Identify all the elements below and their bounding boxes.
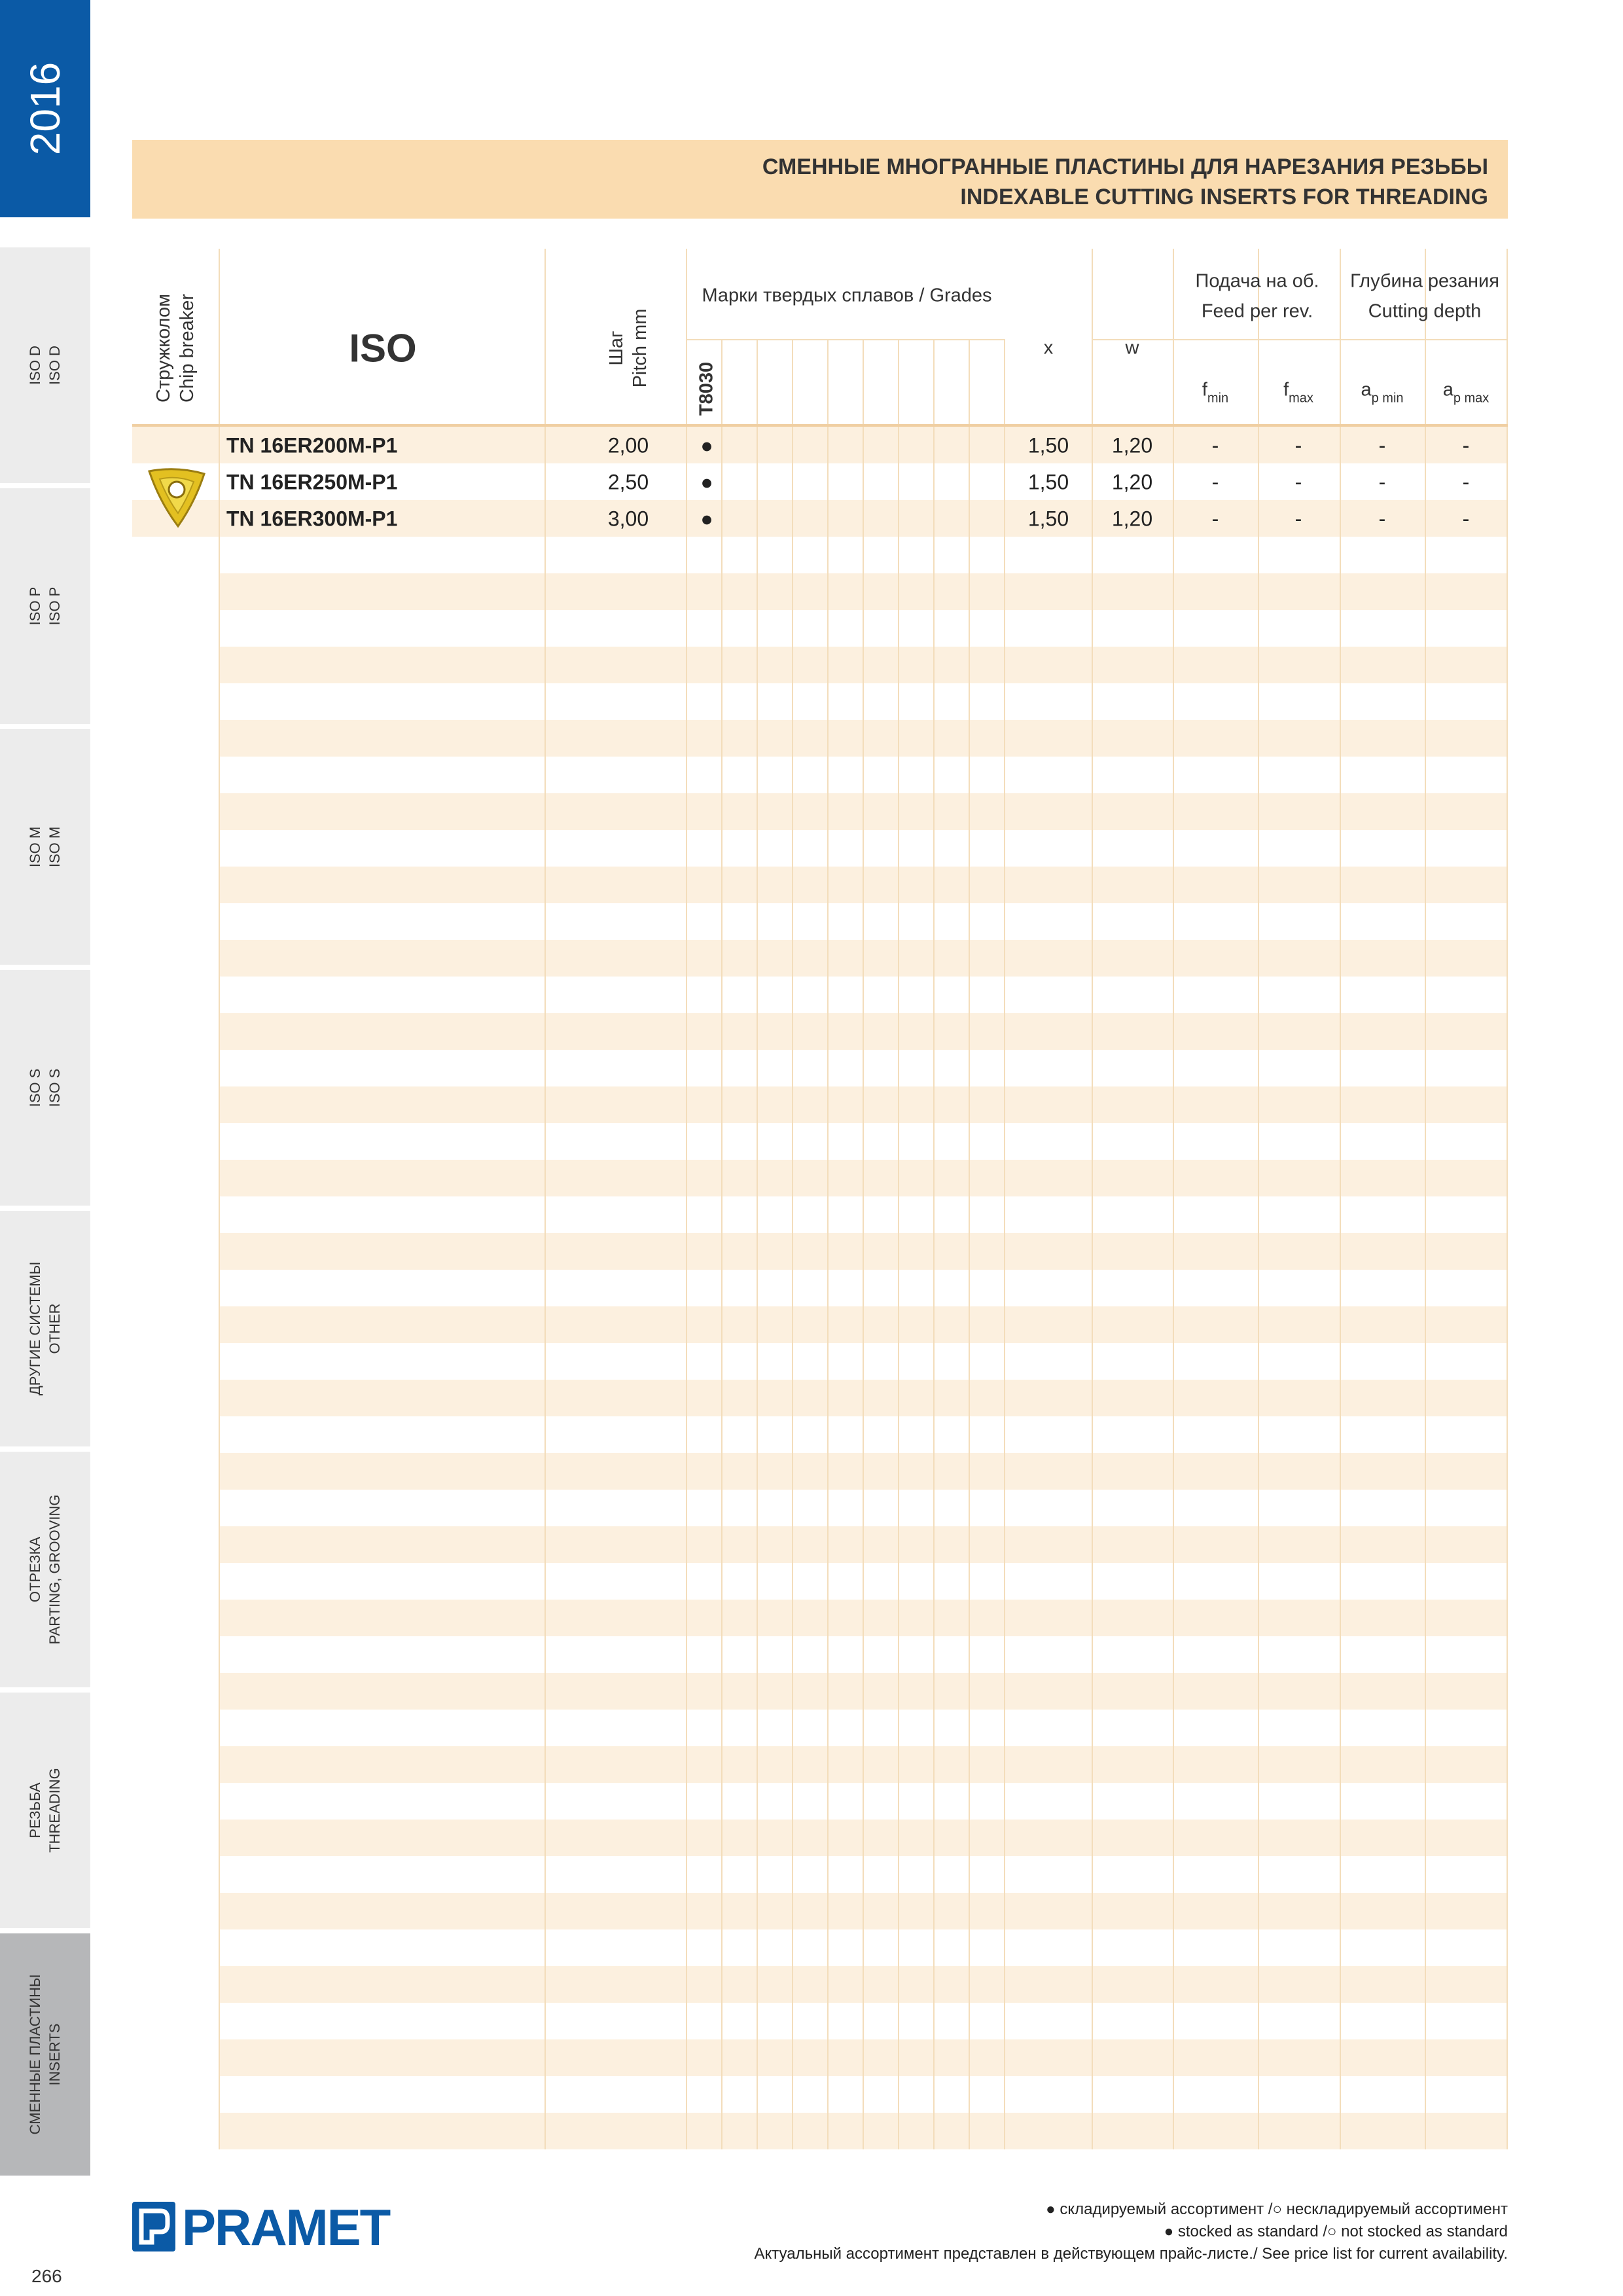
header-chip-breaker-ru: Стружколом: [153, 293, 174, 403]
grid-line: [686, 249, 687, 2149]
grid-line: [1092, 249, 1093, 2149]
cell-fmin: -: [1211, 433, 1219, 457]
sidebar-tab-sublabel: ISO P: [46, 586, 63, 626]
grid-line: [1340, 249, 1341, 2149]
header-depth-en: Cutting depth: [1368, 300, 1482, 322]
header-x: x: [1043, 337, 1054, 359]
grid-line: [792, 339, 793, 2149]
header-fmin-symbol: f: [1202, 379, 1207, 401]
page-number: 266: [31, 2266, 62, 2286]
cell-x: 1,50: [1027, 433, 1069, 457]
header-apmax-sub: p max: [1453, 391, 1489, 406]
cell-grade-t8030: ●: [700, 470, 713, 494]
cell-x: 1,50: [1027, 507, 1069, 531]
grid-line: [1258, 249, 1259, 2149]
sidebar-tab-label: РЕЗЬБА: [27, 1782, 43, 1839]
grid-line: [1092, 339, 1508, 340]
legend-note: Актуальный ассортимент представлен в действующем прайс-листе./ See price list for current availability.: [754, 2245, 1508, 2263]
logo-glyph-icon: [132, 2202, 175, 2251]
grid-line: [827, 339, 829, 2149]
sidebar-tab-sublabel: ISO S: [46, 1068, 63, 1107]
grid-line: [898, 339, 899, 2149]
cell-fmin: -: [1211, 507, 1219, 531]
cell-w: 1,20: [1111, 433, 1153, 457]
header-grade-t8030: T8030: [696, 361, 717, 416]
sidebar-tab-iso-p[interactable]: [0, 488, 90, 724]
header-pitch: [605, 309, 652, 388]
sidebar-tab-label: ISO P: [27, 586, 43, 626]
sidebar-tab-sublabel: PARTING, GROOVING: [46, 1494, 63, 1645]
inserts-table: [132, 249, 1508, 2176]
grid-line: [219, 249, 220, 2149]
cell-apmax: -: [1462, 470, 1470, 494]
sidebar-tab-label: СМЕННЫЕ ПЛАСТИНЫ: [27, 1974, 43, 2135]
cell-apmin: -: [1378, 470, 1386, 494]
sidebar-tab-inserts[interactable]: [0, 1933, 90, 2176]
header-fmin-sub: min: [1207, 391, 1229, 406]
cell-code: TN 16ER250M-P1: [226, 470, 398, 494]
header-fmin: [1202, 380, 1228, 406]
cell-fmax: -: [1294, 433, 1302, 457]
header-apmax: [1443, 380, 1489, 406]
header-pitch-en: Pitch mm: [630, 308, 651, 388]
cell-pitch: 3,00: [607, 507, 649, 531]
grid-line: [969, 339, 970, 2149]
sidebar-tab-iso-d[interactable]: [0, 247, 90, 483]
legend-ru: ● складируемый ассортимент /○ нескладируемый ассортимент: [1046, 2200, 1508, 2218]
sidebar-tab-threading[interactable]: [0, 1693, 90, 1928]
sidebar-tab-sublabel: ISO M: [46, 826, 63, 868]
grid-line: [757, 339, 758, 2149]
grid-line: [933, 339, 935, 2149]
cell-pitch: 2,50: [607, 470, 649, 494]
grid-line: [721, 339, 722, 2149]
grid-line: [686, 339, 1004, 340]
grid-line: [544, 249, 546, 2149]
sidebar-tab-sublabel: THREADING: [46, 1768, 63, 1853]
header-feed-en: Feed per rev.: [1201, 300, 1313, 322]
header-chip-breaker-en: Chip breaker: [177, 293, 198, 403]
header-apmax-symbol: a: [1442, 379, 1454, 401]
year-label: 2016: [22, 62, 69, 156]
cell-x: 1,50: [1027, 470, 1069, 494]
title-band: [132, 140, 1508, 219]
header-iso: ISO: [349, 326, 417, 370]
year-badge: [0, 0, 90, 217]
sidebar-tab-parting-grooving[interactable]: [0, 1452, 90, 1687]
sidebar-tab-sublabel: INSERTS: [46, 2023, 63, 2086]
cell-w: 1,20: [1111, 507, 1153, 531]
cell-grade-t8030: ●: [700, 433, 713, 457]
header-fmax-sub: max: [1289, 391, 1313, 406]
header-apmin-sub: p min: [1371, 391, 1404, 406]
sidebar-tab-other[interactable]: [0, 1211, 90, 1446]
grid-line: [863, 339, 864, 2149]
pramet-logo: [132, 2198, 401, 2256]
cell-pitch: 2,00: [607, 433, 649, 457]
cell-apmin: -: [1378, 433, 1386, 457]
grid-line: [1173, 249, 1174, 2149]
header-w: w: [1125, 337, 1139, 359]
page-title-en: INDEXABLE CUTTING INSERTS FOR THREADING: [960, 185, 1488, 209]
sidebar-tab-label: ДРУГИЕ СИСТЕМЫ: [27, 1261, 43, 1396]
page-title-ru: СМЕННЫЕ МНОГРАННЫЕ ПЛАСТИНЫ ДЛЯ НАРЕЗАНИЯ РЕЗЬБЫ: [762, 154, 1488, 179]
cell-w: 1,20: [1111, 470, 1153, 494]
sidebar-tab-label: ISO D: [27, 346, 43, 385]
sidebar-tab-iso-s[interactable]: [0, 970, 90, 1206]
header-apmin-symbol: a: [1361, 379, 1372, 401]
sidebar-tab-label: ISO S: [27, 1068, 43, 1107]
sidebar-tab-label: ISO M: [27, 826, 43, 868]
cell-apmax: -: [1462, 433, 1470, 457]
cell-code: TN 16ER200M-P1: [226, 433, 398, 457]
grid-line: [1425, 249, 1426, 2149]
cell-code: TN 16ER300M-P1: [226, 507, 398, 531]
sidebar-tab-sublabel: ISO D: [46, 346, 63, 385]
header-fmax: [1283, 380, 1313, 406]
cell-fmin: -: [1211, 470, 1219, 494]
cell-fmax: -: [1294, 507, 1302, 531]
header-fmax-symbol: f: [1283, 379, 1289, 401]
logo-wordmark: PRAMET: [182, 2198, 390, 2256]
cell-apmin: -: [1378, 507, 1386, 531]
sidebar-tab-sublabel: OTHER: [46, 1303, 63, 1354]
legend-en: ● stocked as standard /○ not stocked as standard: [1164, 2223, 1508, 2240]
header-pitch-ru: Шаг: [606, 331, 627, 366]
logo-mark-icon: [132, 2202, 175, 2251]
header-apmin: [1361, 380, 1403, 406]
grid-line: [1507, 249, 1508, 2149]
sidebar-tab-label: ОТРЕЗКА: [27, 1536, 43, 1603]
cell-apmax: -: [1462, 507, 1470, 531]
header-feed-ru: Подача на об.: [1195, 270, 1319, 292]
header-chip-breaker: [152, 294, 199, 403]
grid-line: [1004, 339, 1005, 2149]
header-grades: Марки твердых сплавов / Grades: [702, 285, 992, 306]
header-depth-ru: Глубина резания: [1350, 270, 1499, 292]
threading-insert-icon: [144, 466, 209, 530]
grid-line: [132, 424, 1508, 427]
cell-fmax: -: [1294, 470, 1302, 494]
sidebar-tab-iso-m[interactable]: [0, 729, 90, 965]
cell-grade-t8030: ●: [700, 507, 713, 531]
